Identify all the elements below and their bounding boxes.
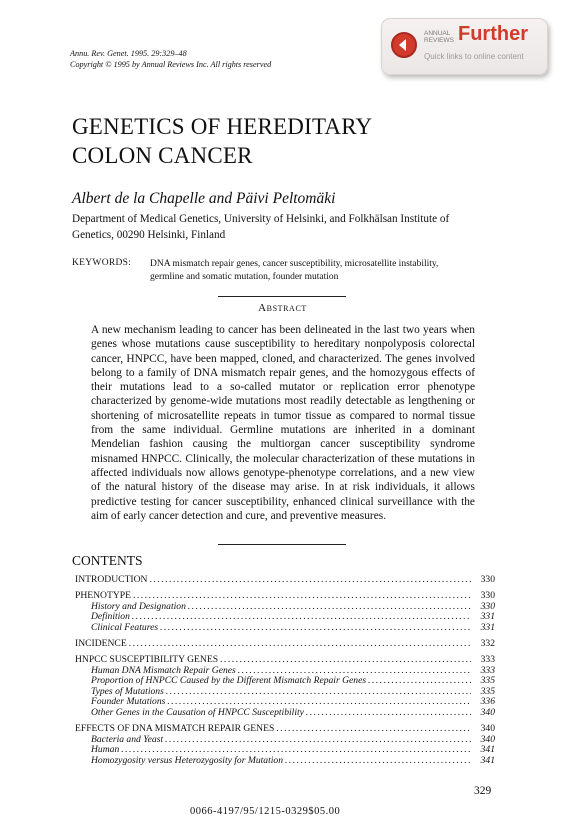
further-links-banner[interactable]	[381, 18, 548, 75]
annual-reviews-logo-text	[424, 30, 454, 44]
toc-page-number: 330	[480, 574, 495, 585]
article-code: 0066-4197/95/1215-0329$05.00	[190, 806, 341, 817]
toc-leader-dots	[276, 724, 471, 735]
toc-page-number: 330	[480, 590, 495, 602]
toc-entry-title: Homozygosity versus Heterozygosity for Mutation	[91, 754, 284, 766]
toc-entry	[75, 575, 495, 586]
affiliation-line: Genetics, 00290 Helsinki, Finland	[72, 229, 226, 241]
toc-subentry	[75, 623, 495, 634]
toc-page-number: 340	[480, 707, 495, 719]
toc-page-number: 336	[480, 696, 495, 708]
toc-page-number: 331	[480, 611, 495, 623]
article-title	[72, 112, 372, 170]
toc-leader-dots	[368, 676, 471, 687]
toc-entry-title: Bacteria and Yeast	[91, 733, 164, 745]
abstract-body: A new mechanism leading to cancer has been delineated in the last two years when genes whose mutations cause susceptibility to hereditary nonpolyposis colorectal cancer, HNPCC, have been mapped, cloned, and characterized. The genes involved belong to a family of DNA mismatch repair genes, and the homozygous effects of their mutations lead to a so-called mutator or replication error phenotype characterized by genome-wide mutations most readily detectable as lengthening or shortening of microsatellite repeats in tumor tissue as compared to normal tissue from the same individual. Germline mutations are inherited in a dominant Mendelian fashion causing the multiorgan cancer susceptibility syndrome misnamed HNPCC. Clinically, the molecular characterization of these mutations in affected individuals now allows genotype-phenotype correlations, and a new view of the natural history of the disease may arise. In at risk individuals, it allows predictive testing for cancer susceptibility, enhanced clinical surveillance with the aim of early cancer detection and cure, and preventive measures.	[91, 324, 475, 522]
toc-page-number: 341	[480, 744, 495, 756]
keywords-line: DNA mismatch repair genes, cancer susceptibility, microsatellite instability,	[150, 259, 439, 269]
toc-entry-title: Human	[91, 744, 120, 756]
toc-page-number: 331	[480, 621, 495, 633]
toc-leader-dots	[132, 612, 471, 623]
title-line: COLON CANCER	[72, 143, 253, 168]
toc-subentry	[75, 708, 495, 719]
toc-entry-title: Proportion of HNPCC Caused by the Different Mismatch Repair Genes	[91, 675, 367, 687]
toc-page-number: 333	[480, 664, 495, 676]
copyright-line: Copyright © 1995 by Annual Reviews Inc. All rights reserved	[70, 60, 272, 69]
page-number: 329	[474, 785, 492, 797]
toc-entry-title: Definition	[91, 611, 130, 623]
toc-page-number: 335	[480, 675, 495, 687]
toc-leader-dots	[285, 756, 471, 767]
toc-page-number: 335	[480, 685, 495, 697]
affiliation-line: Department of Medical Genetics, University of Helsinki, and Folkhälsan Institute of	[72, 213, 450, 225]
toc-entry	[75, 639, 495, 650]
toc-page-number: 330	[480, 600, 495, 612]
toc-entry-title: EFFECTS OF DNA MISMATCH REPAIR GENES	[75, 723, 275, 735]
toc-leader-dots	[149, 575, 471, 586]
journal-citation-line: Annu. Rev. Genet. 1995. 29:329–48	[70, 49, 187, 58]
toc-entry-title: PHENOTYPE	[75, 590, 131, 602]
toc-entry-title: Human DNA Mismatch Repair Genes	[91, 664, 236, 676]
further-label: Further	[458, 23, 528, 45]
toc-entry-title: Founder Mutations	[91, 696, 166, 708]
keywords-list	[150, 258, 485, 284]
toc-leader-dots	[160, 623, 471, 634]
toc-leader-dots	[165, 735, 471, 746]
divider	[218, 296, 346, 297]
divider	[218, 544, 346, 545]
toc-leader-dots	[166, 687, 471, 698]
contents-heading: CONTENTS	[72, 553, 143, 568]
toc-entry-title: HNPCC SUSCEPTIBILITY GENES	[75, 654, 219, 666]
play-arrow-icon	[391, 32, 417, 58]
toc-entry-title: Types of Mutations	[91, 685, 164, 697]
title-line: GENETICS OF HEREDITARY	[72, 114, 373, 139]
toc-leader-dots	[188, 602, 471, 613]
affiliation	[72, 211, 492, 243]
toc-subentry	[75, 602, 495, 613]
brand-line: REVIEWS	[424, 37, 454, 44]
toc-leader-dots	[306, 708, 471, 719]
toc-entry-title: History and Designation	[91, 600, 186, 612]
toc-page-number: 340	[480, 723, 495, 735]
table-of-contents	[75, 575, 495, 767]
toc-page-number: 332	[480, 637, 495, 649]
toc-entry-title: Other Genes in the Causation of HNPCC Susceptibility	[91, 707, 304, 719]
journal-citation	[70, 48, 271, 70]
abstract-heading: Abstract	[258, 302, 307, 314]
toc-page-number: 340	[480, 733, 495, 745]
brand-line: ANNUAL	[424, 30, 451, 37]
keywords-label: KEYWORDS:	[72, 258, 132, 268]
toc-page-number: 333	[480, 654, 495, 666]
toc-entry-title: Clinical Features	[91, 621, 159, 633]
keywords-line: germline and somatic mutation, founder mutation	[150, 272, 339, 282]
toc-leader-dots	[129, 639, 471, 650]
banner-subtitle: Quick links to online content	[424, 52, 524, 61]
toc-entry-title: INTRODUCTION	[75, 574, 148, 585]
toc-subentry	[75, 756, 495, 767]
toc-leader-dots	[220, 655, 471, 666]
toc-subentry	[75, 735, 495, 746]
toc-entry-title: INCIDENCE	[75, 637, 127, 649]
authors: Albert de la Chapelle and Päivi Peltomäki	[72, 190, 336, 207]
toc-page-number: 341	[480, 754, 495, 766]
